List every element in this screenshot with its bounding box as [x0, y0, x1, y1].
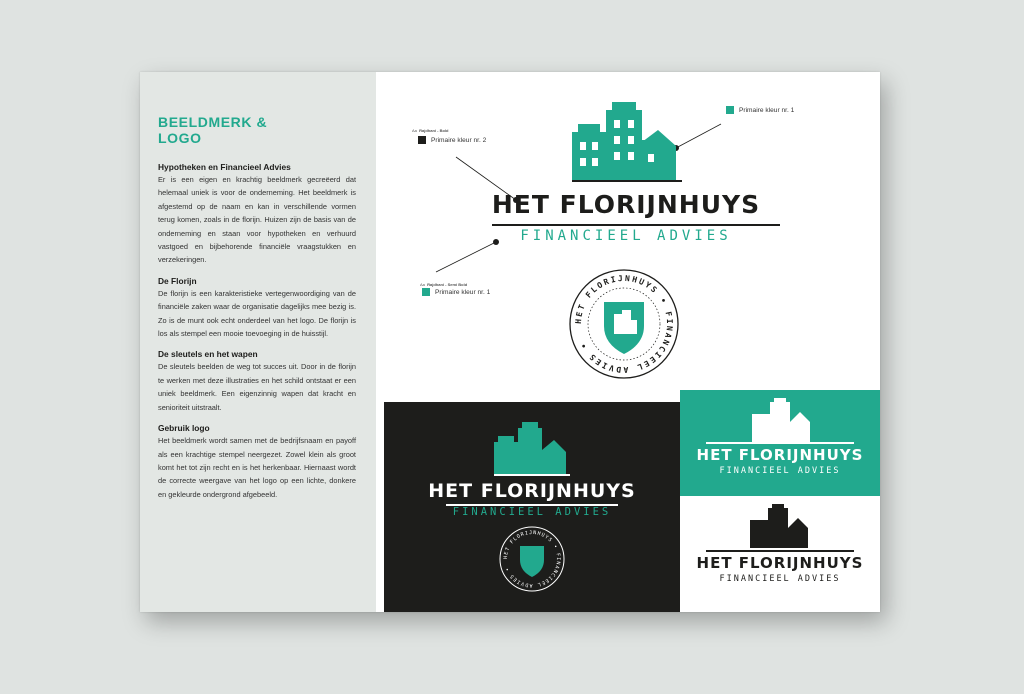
section-title: De Florijn	[158, 275, 197, 286]
swatch-label: Primaire kleur nr. 2	[431, 136, 487, 144]
logo-payoff: FINANCIEEL ADVIES	[452, 506, 612, 518]
seal-text: HET FLORIJNHUYS • FINANCIEEL ADVIES •	[502, 529, 562, 589]
text-panel	[140, 72, 376, 612]
seal-icon	[568, 268, 680, 380]
swatch-primary-1-bottom	[422, 288, 490, 296]
section-title: De sleutels en het wapen	[158, 349, 258, 360]
font-prefix: Aa	[412, 128, 417, 133]
logo-light-variant	[680, 496, 880, 612]
seal-text: HET FLORIJNHUYS • FINANCIEEL ADVIES •	[573, 273, 675, 375]
swatch-primary-2	[418, 136, 486, 144]
section-florijn	[158, 276, 356, 341]
logo-teal-variant	[680, 390, 880, 496]
section-body: Er is een eigen en krachtig beeldmerk gecreëerd dat helemaal uniek is voor de onderneming. Het beeldmerk is afgestemd op de naam en kan in verschillende vormen terug komen, zoals in de florijn. Huizen zijn de basis van de onderneming en staan voor hypotheken en verhuurd vastgoed en bijbehorende financiële vraagstukken en verzekeringen.	[158, 175, 356, 265]
logo-name: HET FLORIJNHUYS	[696, 554, 864, 572]
houses-logo-icon	[750, 504, 810, 548]
section-title: Hypotheken en Financieel Advies	[158, 162, 291, 172]
font-note-bold	[412, 128, 448, 133]
section-body: De sleutels beelden de weg tot succes uit. Door in de florijn te werken met deze illustraties en het schild ontstaat er een uniek beeldmerk. Een eigenzinnig wapen dat kracht en senioriteit uitstraalt.	[158, 362, 356, 412]
logo-payoff: FINANCIEEL ADVIES	[719, 466, 841, 476]
logo-divider	[706, 550, 854, 552]
logo-payoff: FINANCIEEL ADVIES	[719, 574, 841, 584]
logo-showcase	[376, 72, 880, 612]
houses-logo-icon	[572, 102, 682, 182]
swatch-primary-1-top	[726, 106, 794, 114]
swatch-label: Primaire kleur nr. 1	[739, 106, 795, 114]
color-swatch-teal	[422, 288, 430, 296]
font-name-bold: Rajdhani - Bold	[419, 128, 449, 133]
brand-guide-sheet	[140, 72, 880, 612]
logo-name: HET FLORIJNHUYS	[491, 190, 761, 219]
section-gebruik-logo	[158, 423, 356, 501]
florijn-seal	[568, 268, 680, 380]
color-swatch-black	[418, 136, 426, 144]
section-hypotheken	[158, 162, 356, 267]
color-swatch-teal	[726, 106, 734, 114]
houses-logo-icon	[494, 422, 570, 476]
main-logo-area	[376, 72, 880, 402]
section-body: De florijn is een karakteristieke vertegenwoordiging van de financiële zaken waar de organisatie dagelijks mee bezig is. Zo is de munt ook echt onderdeel van het logo. De florijn is los als stempel een mooie toevoeging in de huisstijl.	[158, 288, 356, 339]
logo-payoff: FINANCIEEL ADVIES	[520, 228, 732, 244]
logo-divider	[706, 442, 854, 444]
section-title: Gebruik logo	[158, 423, 210, 434]
swatch-label: Primaire kleur nr. 1	[435, 288, 491, 296]
font-prefix: Aa	[420, 282, 425, 287]
section-body: Het beeldmerk wordt samen met de bedrijfsnaam en payoff als een krachtige stempel neergezet. Zowel klein als groot komt het tot zijn recht en is het herkenbaar. Hiernaast wordt de correcte weergave van het logo op een lichte, donkere en gekleurde ondergrond afgebeeld.	[158, 436, 356, 499]
seal-icon	[499, 526, 565, 592]
logo-name: HET FLORIJNHUYS	[428, 480, 636, 502]
logo-name: HET FLORIJNHUYS	[696, 446, 864, 464]
section-sleutels	[158, 349, 356, 414]
logo-dark-variant	[384, 402, 680, 612]
houses-logo-icon	[752, 398, 812, 442]
font-note-semibold	[420, 282, 467, 287]
page-heading: BEELDMERK & LOGO	[158, 114, 268, 146]
font-name-semibold: Rajdhani - Semi Bold	[427, 282, 468, 287]
logo-divider	[492, 224, 780, 226]
